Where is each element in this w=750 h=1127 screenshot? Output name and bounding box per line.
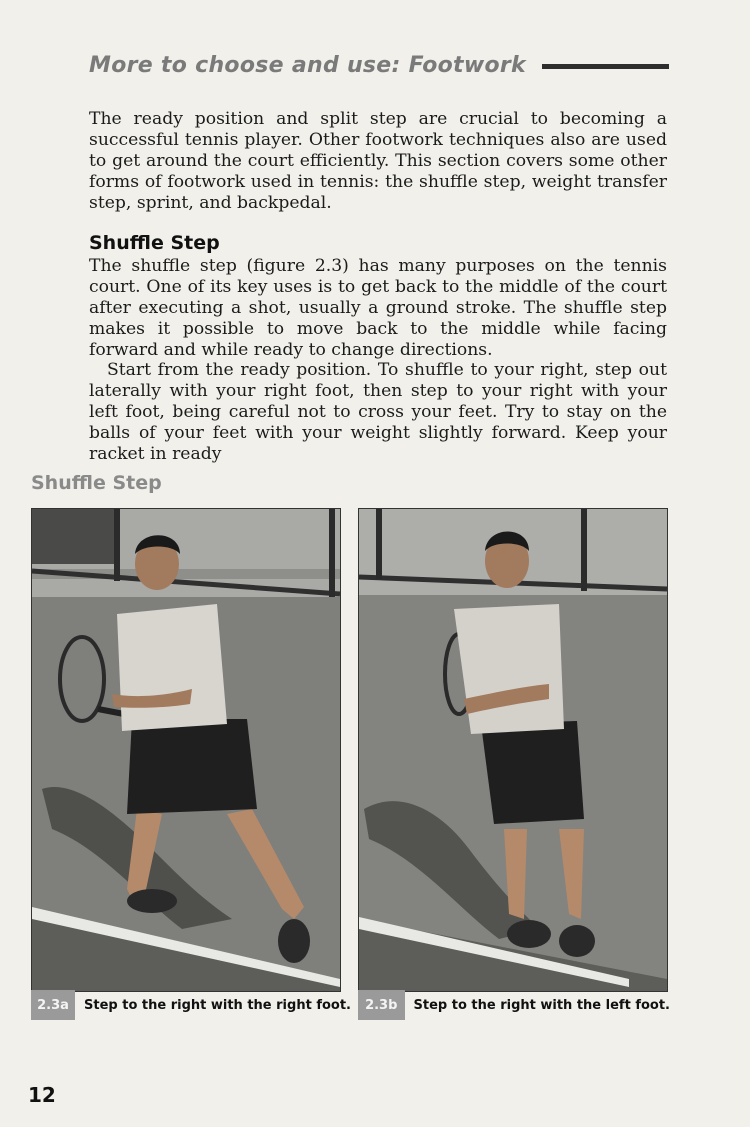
header-title: More to choose and use: Footwork [89,52,526,78]
section-heading: Shuffle Step [89,232,220,254]
figure-number-label: 2.3b [358,990,405,1020]
page-number: 12 [28,1083,56,1107]
figure-number-label: 2.3a [31,990,75,1020]
body-paragraph-1: The shuffle step (figure 2.3) has many purposes on the tennis court. One of its key uses is to get back to the middle of the court after executing a shot, usually a ground stroke. The shuffle step makes it possible to move back to the middle while facing forward and while ready to change directions. [89,256,667,360]
intro-paragraph: The ready position and split step are crucial to becoming a successful tennis player. Other footwork techniques also are used to get around the court efficiently. This section covers some other forms of footwork used in tennis: the shuffle step, weight transfer step, sprint, and backpedal. [89,109,667,213]
running-header [89,50,669,80]
photo-2-3a [31,508,341,992]
figure-title: Shuffle Step [31,472,162,494]
caption-2-3a [31,990,351,1020]
caption-2-3b [358,990,670,1020]
photo-2-3b [358,508,668,992]
header-rule [542,64,669,69]
caption-text: Step to the right with the left foot. [413,997,670,1013]
body-paragraph-2: Start from the ready position. To shuffle to your right, step out laterally with your right foot, then step to your right with your left foot, being careful not to cross your feet. Try to stay on the balls of your feet with your weight slightly forward. Keep your racket in ready [89,360,667,464]
caption-text: Step to the right with the right foot. [84,997,351,1013]
